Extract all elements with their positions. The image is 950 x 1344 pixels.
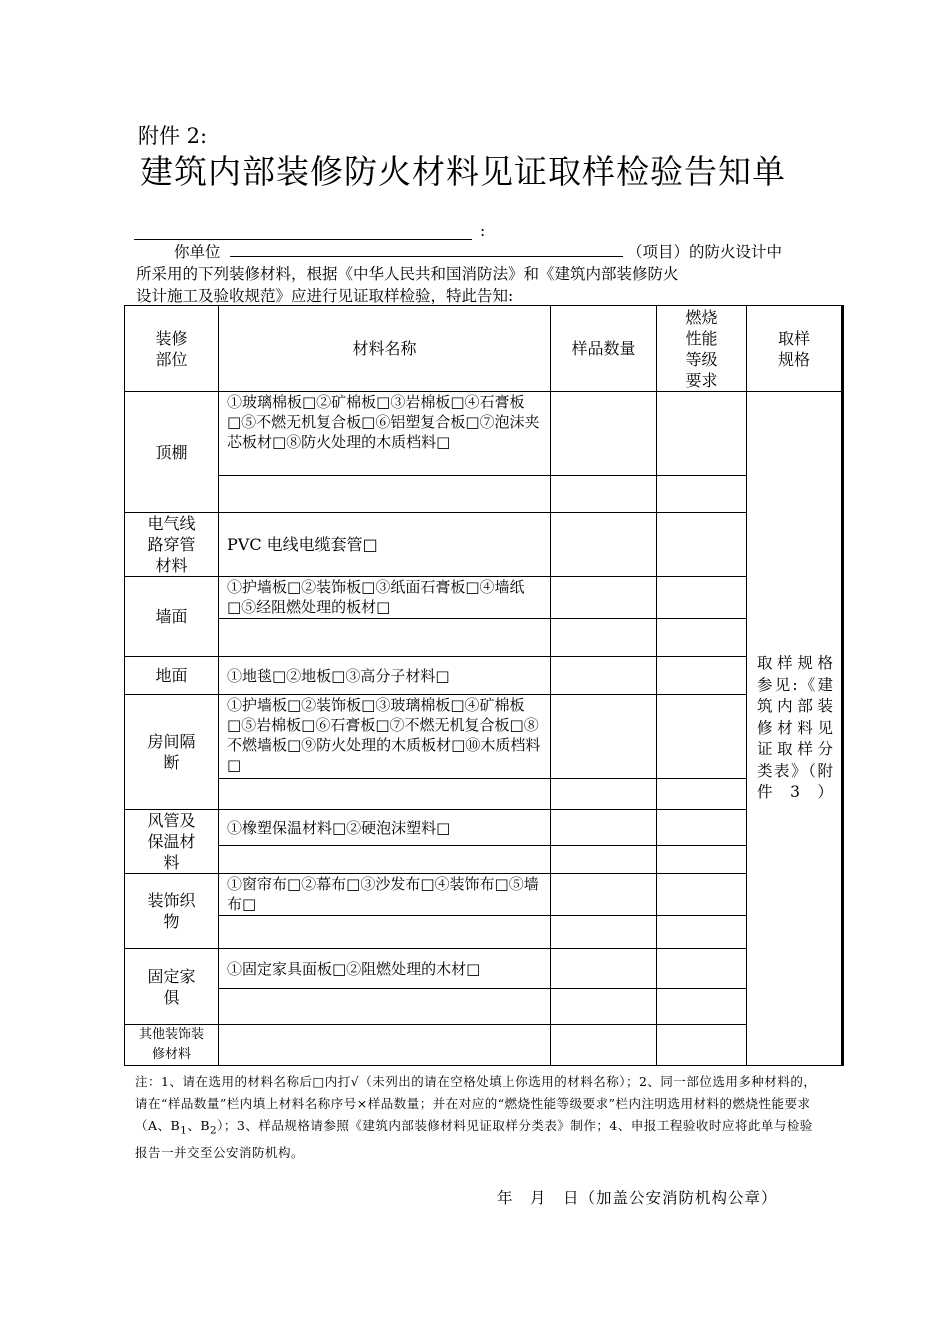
materials-other[interactable] — [219, 1025, 551, 1066]
table-row — [125, 989, 843, 1025]
addressee-colon: : — [480, 222, 486, 240]
materials-ceiling[interactable]: ①玻璃棉板□②矿棉板□③岩棉板□④石膏板□⑤不燃无机复合板□⑥铝塑复合板□⑦泡沫夹芯板材□⑧防火处理的木质档料□ — [219, 392, 551, 476]
footnote-sub-2: 2 — [210, 1124, 218, 1137]
table-row — [125, 949, 843, 989]
quantity-cell[interactable] — [551, 513, 657, 577]
header-spec: 取样规格 — [747, 306, 843, 392]
footnote — [135, 1071, 820, 1164]
table-row — [125, 577, 843, 619]
footnote-sep: 、B — [187, 1118, 211, 1133]
table-row — [125, 779, 843, 810]
rating-cell[interactable] — [657, 476, 747, 513]
quantity-cell[interactable] — [551, 810, 657, 846]
rating-cell[interactable] — [657, 779, 747, 810]
date-seal-line: 年 月 日（加盖公安消防机构公章） — [497, 1189, 778, 1207]
table-row — [125, 810, 843, 846]
quantity-cell[interactable] — [551, 779, 657, 810]
part-decorative-fabric: 装饰织物 — [125, 874, 219, 949]
quantity-cell[interactable] — [551, 874, 657, 916]
materials-decorative-fabric[interactable]: ①窗帘布□②幕布□③沙发布□④装饰布□⑤墙布□ — [219, 874, 551, 916]
material-blank-cell[interactable] — [219, 846, 551, 874]
table-row — [125, 392, 843, 476]
material-blank-cell[interactable] — [219, 916, 551, 949]
quantity-cell[interactable] — [551, 577, 657, 619]
intro-line-2: 所采用的下列装修材料，根据《中华人民共和国消防法》和《建筑内部装修防火 — [136, 265, 679, 283]
rating-cell[interactable] — [657, 392, 747, 476]
table-row — [125, 619, 843, 657]
materials-fixed-furniture[interactable]: ①固定家具面板□②阻燃处理的木材□ — [219, 949, 551, 989]
materials-electrical-conduit[interactable]: PVC 电线电缆套管□ — [219, 513, 551, 577]
quantity-cell[interactable] — [551, 989, 657, 1025]
quantity-cell[interactable] — [551, 949, 657, 989]
rating-cell[interactable] — [657, 989, 747, 1025]
table-row — [125, 513, 843, 577]
quantity-cell[interactable] — [551, 846, 657, 874]
quantity-cell[interactable] — [551, 619, 657, 657]
table-row — [125, 695, 843, 779]
footnote-text-b: ）；3、样品规格请参照《建筑内部装修材料见证取样分类表》制作；4、申报工程验收时应将此单与检验报告一并交至公安消防机构。 — [135, 1118, 813, 1160]
materials-table — [124, 305, 844, 1066]
intro-line-3: 设计施工及验收规范》应进行见证取样检验，特此告知: — [136, 287, 514, 305]
rating-cell[interactable] — [657, 513, 747, 577]
materials-room-partition[interactable]: ①护墙板□②装饰板□③玻璃棉板□④矿棉板□⑤岩棉板□⑥石膏板□⑦不燃无机复合板□⑧不燃墙板□⑨防火处理的木质板材□⑩木质档料□ — [219, 695, 551, 779]
rating-cell[interactable] — [657, 1025, 747, 1066]
part-wall: 墙面 — [125, 577, 219, 657]
material-blank-cell[interactable] — [219, 476, 551, 513]
header-material: 材料名称 — [219, 306, 551, 392]
table-header-row — [125, 306, 843, 392]
quantity-cell[interactable] — [551, 392, 657, 476]
header-part: 装修部位 — [125, 306, 219, 392]
footnote-text-a: 注：1、请在选用的材料名称后□内打√（未列出的请在空格处填上你选用的材料名称）；2、同一部位选用多种材料的，请在“样品数量”栏内填上材料名称序号×样品数量；并在对应的“燃烧性能等级要求”栏内注明选用材料的燃烧性能要求（A、B — [135, 1074, 817, 1133]
part-floor: 地面 — [125, 657, 219, 695]
rating-cell[interactable] — [657, 810, 747, 846]
rating-cell[interactable] — [657, 577, 747, 619]
materials-duct-insulation[interactable]: ①橡塑保温材料□②硬泡沫塑料□ — [219, 810, 551, 846]
table-row — [125, 916, 843, 949]
table-row — [125, 846, 843, 874]
spec-note-text: 取样规格参见:《建筑内部装修材料见证取样分类表》（附件3） — [757, 654, 833, 802]
quantity-cell[interactable] — [551, 476, 657, 513]
project-suffix: （项目）的防火设计中 — [627, 243, 783, 261]
quantity-cell[interactable] — [551, 1025, 657, 1066]
page-title: 建筑内部装修防火材料见证取样检验告知单 — [140, 152, 786, 191]
attachment-label: 附件 2: — [138, 124, 208, 148]
material-blank-cell[interactable] — [219, 779, 551, 810]
table-row — [125, 1025, 843, 1066]
your-unit-label: 你单位 — [174, 243, 221, 261]
material-blank-cell[interactable] — [219, 619, 551, 657]
rating-cell[interactable] — [657, 874, 747, 916]
rating-cell[interactable] — [657, 619, 747, 657]
header-quantity: 样品数量 — [551, 306, 657, 392]
rating-cell[interactable] — [657, 916, 747, 949]
rating-cell[interactable] — [657, 657, 747, 695]
part-other-materials: 其他装饰装修材料 — [125, 1025, 219, 1066]
quantity-cell[interactable] — [551, 695, 657, 779]
quantity-cell[interactable] — [551, 657, 657, 695]
part-duct-insulation: 风管及保温材料 — [125, 810, 219, 874]
part-room-partition: 房间隔断 — [125, 695, 219, 810]
table-row — [125, 476, 843, 513]
part-ceiling: 顶棚 — [125, 392, 219, 513]
rating-cell[interactable] — [657, 949, 747, 989]
part-fixed-furniture: 固定家俱 — [125, 949, 219, 1025]
materials-floor[interactable]: ①地毯□②地板□③高分子材料□ — [219, 657, 551, 695]
table-row — [125, 874, 843, 916]
header-rating: 燃烧性能等级要求 — [657, 306, 747, 392]
materials-wall[interactable]: ①护墙板□②装饰板□③纸面石膏板□④墙纸□⑤经阻燃处理的板材□ — [219, 577, 551, 619]
quantity-cell[interactable] — [551, 916, 657, 949]
part-electrical-conduit: 电气线路穿管材料 — [125, 513, 219, 577]
table-row — [125, 657, 843, 695]
project-blank-line[interactable] — [230, 256, 623, 257]
rating-cell[interactable] — [657, 846, 747, 874]
rating-cell[interactable] — [657, 695, 747, 779]
footnote-sub-1: 1 — [180, 1124, 188, 1137]
spec-note — [747, 392, 843, 1066]
material-blank-cell[interactable] — [219, 989, 551, 1025]
